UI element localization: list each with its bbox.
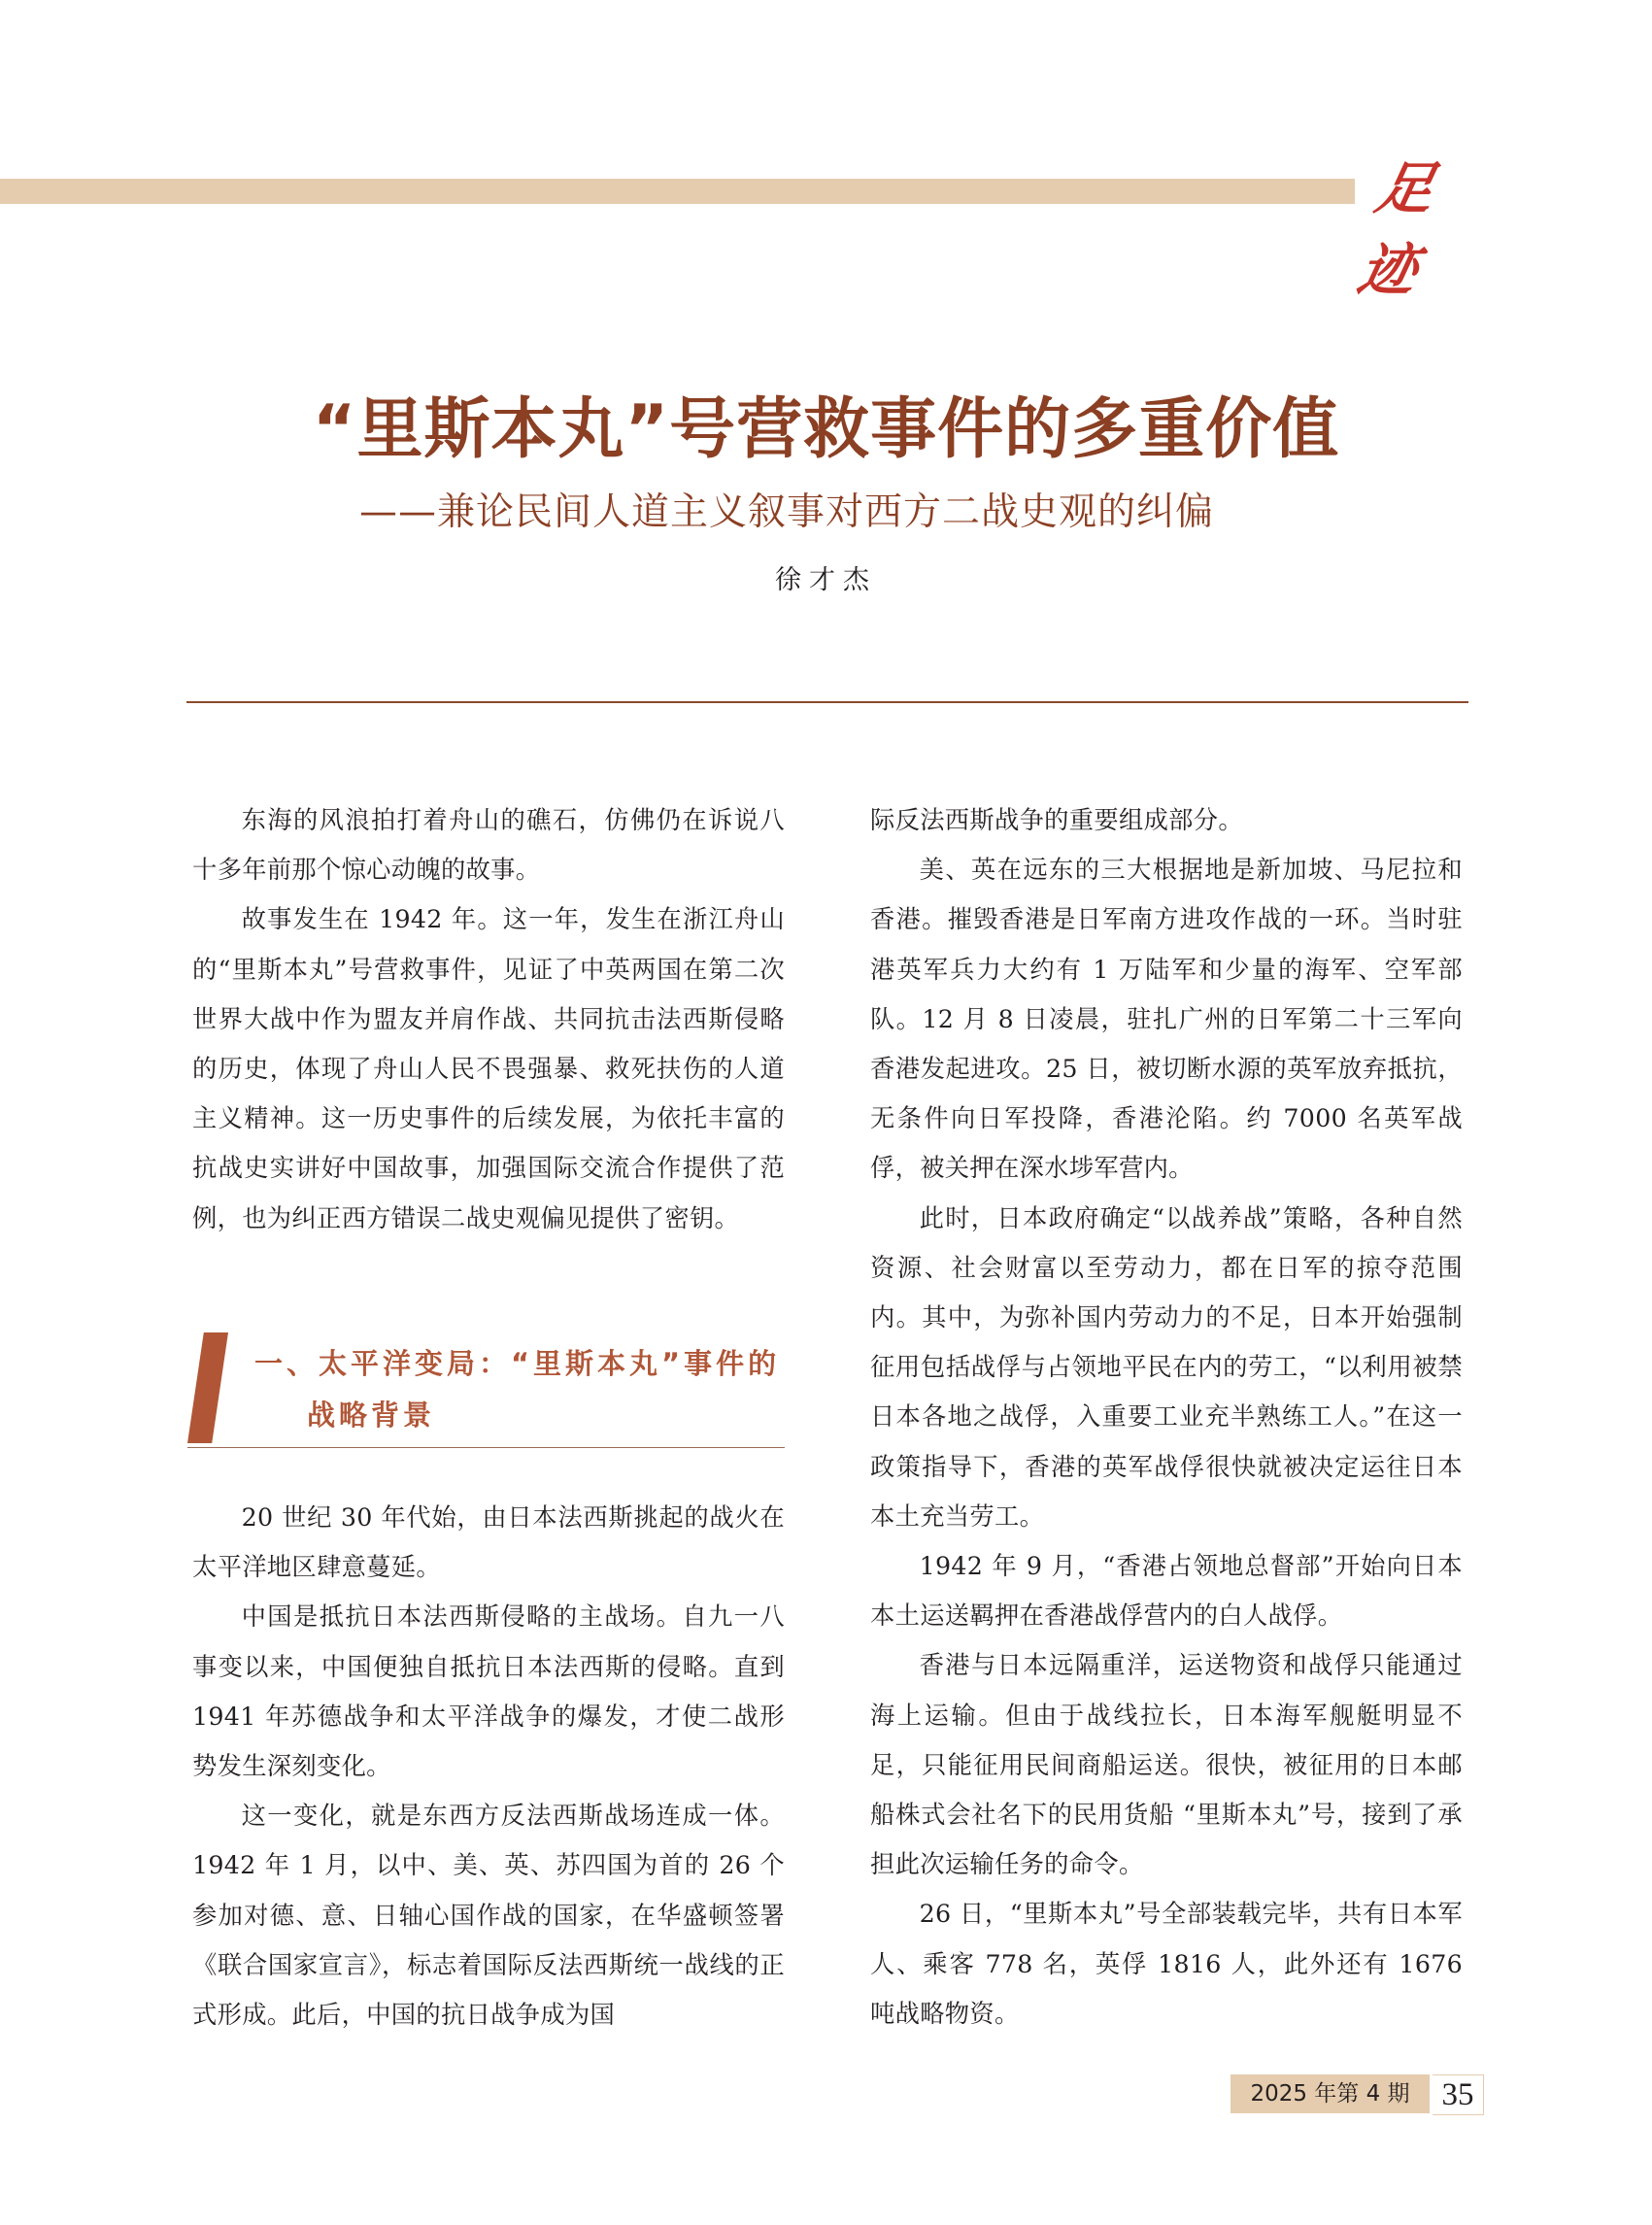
article-author: 徐才杰: [775, 565, 877, 595]
page-number: 35: [1433, 2074, 1484, 2115]
right-column: [870, 795, 1463, 2039]
paragraph: 东海的风浪拍打着舟山的礁石，仿佛仍在诉说八十多年前那个惊心动魄的故事。: [192, 806, 785, 885]
section-marker-icon: [187, 1332, 228, 1443]
section-divider: [187, 1447, 785, 1448]
paragraph: 故事发生在 1942 年。这一年，发生在浙江舟山的“里斯本丸”号营救事件，见证了中英两国在第二次世界大战中作为盟友并肩作战、共同抗击法西斯侵略的历史，体现了舟山人民不畏强暴、救死扶伤的人道主义精神。这一历史事件的后续发展，为依托丰富的抗战史实讲好中国故事，加强国际交流合作提供了范例，也为纠正西方错误二战史观偏见提供了密钥。: [192, 905, 785, 1232]
left-column-intro: [192, 795, 785, 1243]
paragraph: 1942 年 9 月，“香港占领地总督部”开始向日本本土运送羁押在香港战俘营内的白人战俘。: [870, 1552, 1463, 1631]
section-heading-line1: 一、太平洋变局：“里斯本丸”事件的: [254, 1347, 781, 1380]
article-subtitle: ——兼论民间人道主义叙事对西方二战史观的纠偏: [359, 490, 1215, 534]
left-column-section: [192, 1493, 785, 2040]
paragraph: 这一变化，就是东西方反法西斯战场连成一体。1942 年 1 月，以中、美、英、苏四国为首的 26 个参加对德、意、日轴心国作战的国家，在华盛顿签署《联合国家宣言》，标志着国际反法西斯统一战线的正式形成。此后，中国的抗日战争成为国: [192, 1802, 785, 2030]
paragraph: 美、英在远东的三大根据地是新加坡、马尼拉和香港。摧毁香港是日军南方进攻作战的一环。当时驻港英军兵力大约有 1 万陆军和少量的海军、空军部队。12 月 8 日凌晨，驻扎广州的日军第二十三军向香港发起进攻。25 日，被切断水源的英军放弃抵抗，无条件向日军投降，香港沦陷。约 7000 名英军战俘，被关押在深水埗军营内。: [870, 856, 1463, 1183]
title-divider: [186, 701, 1468, 703]
paragraph-continuation: 际反法西斯战争的重要组成部分。: [870, 806, 1243, 834]
paragraph: 香港与日本远隔重洋，运送物资和战俘只能通过海上运输。但由于战线拉长，日本海军舰艇明显不足，只能征用民间商船运送。很快，被征用的日本邮船株式会社名下的民用货船 “里斯本丸”号，接到了承担此次运输任务的命令。: [870, 1651, 1463, 1879]
section-heading-line2: 战略背景: [307, 1399, 436, 1432]
paragraph: 20 世纪 30 年代始，由日本法西斯挑起的战火在太平洋地区肆意蔓延。: [192, 1503, 785, 1582]
paragraph: 中国是抵抗日本法西斯侵略的主战场。自九一八事变以来，中国便独自抵抗日本法西斯的侵略。直到 1941 年苏德战争和太平洋战争的爆发，才使二战形势发生深刻变化。: [192, 1602, 785, 1781]
header-band: [0, 179, 1355, 204]
article-title: “里斯本丸”号营救事件的多重价值: [312, 391, 1340, 468]
issue-label: 2025 年第 4 期: [1231, 2074, 1430, 2113]
paragraph: 此时，日本政府确定“以战养战”策略，各种自然资源、社会财富以至劳动力，都在日军的掠夺范围内。其中，为弥补国内劳动力的不足，日本开始强制征用包括战俘与占领地平民在内的劳工，“以利用被禁日本各地之战俘，入重要工业充半熟练工人。”在这一政策指导下，香港的英军战俘很快就被决定运往日本本土充当劳工。: [870, 1203, 1463, 1531]
paragraph: 26 日，“里斯本丸”号全部装载完毕，共有日本军人、乘客 778 名，英俘 1816 人，此外还有 1676 吨战略物资。: [870, 1900, 1463, 2028]
section-heading: [254, 1338, 798, 1441]
column-logo: 足迹: [1352, 155, 1435, 303]
